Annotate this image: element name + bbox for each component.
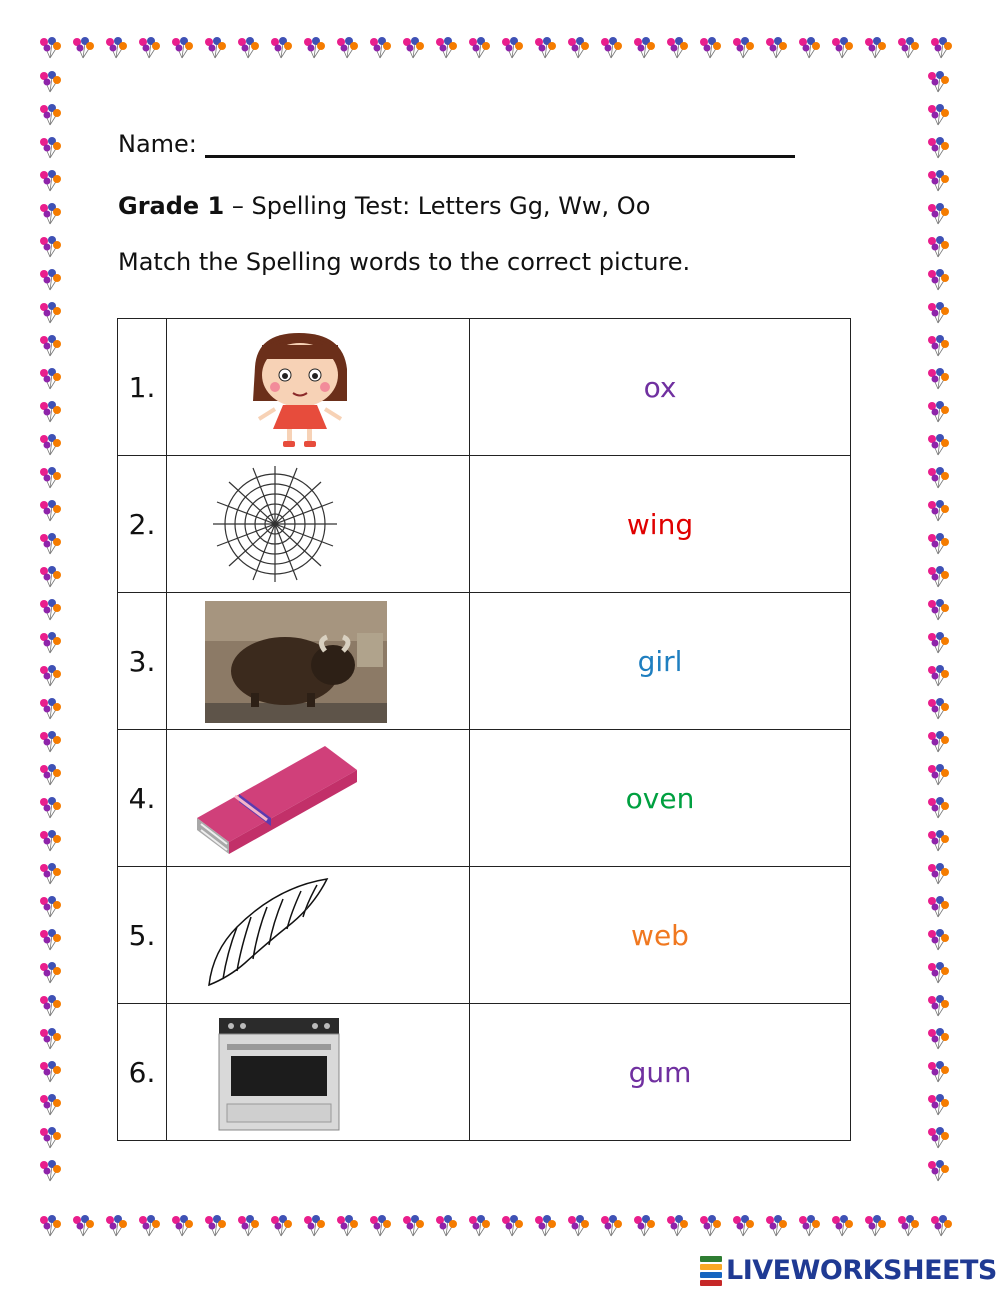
table-row [118,319,851,456]
table-row [118,867,851,1004]
picture-cell[interactable] [167,730,470,867]
table-row [118,1004,851,1141]
spelling-word[interactable]: gum [470,1004,851,1141]
name-blank-line[interactable] [205,129,795,158]
logo-text: LIVEWORKSHEETS [726,1254,997,1286]
picture-cell[interactable] [167,456,470,593]
liveworksheets-logo [700,1253,997,1287]
row-number: 5. [118,867,167,1004]
girl-icon [167,319,469,455]
table-row [118,593,851,730]
worksheet-title [118,192,650,220]
spelling-word[interactable]: web [470,867,851,1004]
oven-icon [167,1004,469,1140]
wing-icon [167,867,469,1003]
row-number: 1. [118,319,167,456]
spelling-word[interactable]: ox [470,319,851,456]
name-row [118,118,798,158]
ox-photo [167,593,469,729]
instruction: Match the Spelling words to the correct picture. [118,248,691,276]
picture-cell[interactable] [167,867,470,1004]
picture-cell[interactable] [167,319,470,456]
row-number: 4. [118,730,167,867]
table-row [118,456,851,593]
grade-label: Grade 1 [118,192,225,220]
name-label: Name: [118,130,197,158]
spelling-word[interactable]: wing [470,456,851,593]
row-number: 6. [118,1004,167,1141]
picture-cell[interactable] [167,593,470,730]
picture-cell[interactable] [167,1004,470,1141]
logo-mark-icon [700,1256,722,1284]
row-number: 2. [118,456,167,593]
matching-table [117,318,851,1141]
gum-icon [167,730,469,866]
table-row [118,730,851,867]
spider-web-icon [167,456,469,592]
spelling-word[interactable]: girl [470,593,851,730]
spelling-word[interactable]: oven [470,730,851,867]
title-text: – Spelling Test: Letters Gg, Ww, Oo [224,192,651,220]
row-number: 3. [118,593,167,730]
